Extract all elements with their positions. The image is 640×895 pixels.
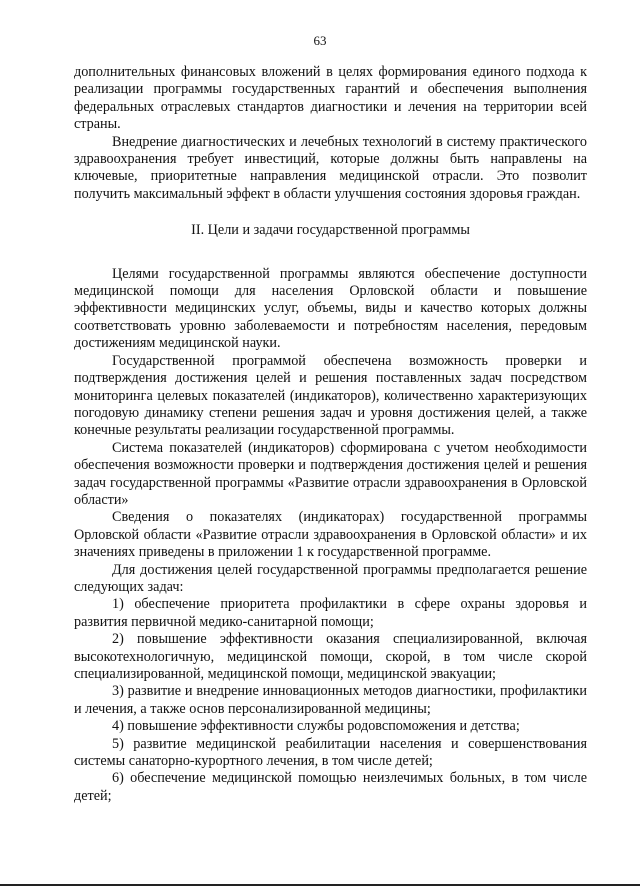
paragraph-goals: Целями государственной программы являются обеспечение доступности медицинской помощи для населения Орловской области и повышение эффективности медицинских услуг, объемы, виды и качество которых должны соответствовать уровню заболеваемости и потребностям населения, передовым достижениям медицинской науки. bbox=[74, 265, 587, 352]
document-body bbox=[74, 64, 587, 805]
task-item: 2) повышение эффективности оказания специализированной, включая высокотехнологичную, медицинской помощи, скорой, в том числе скорой специализированной, медицинской помощи, медицинской эвакуации; bbox=[74, 631, 587, 682]
paragraph-monitoring: Государственной программой обеспечена возможность проверки и подтверждения достижения целей и решения поставленных задач посредством мониторинга целевых показателей (индикаторов), количественно характеризующих погодовую динамику степени решения задач и уровня достижения целей, а также конечные результаты реализации государственной программы. bbox=[74, 352, 587, 439]
paragraph-appendix: Сведения о показателях (индикаторах) государственной программы Орловской области «Развитие отрасли здравоохранения в Орловской области» и их значениях приведены в приложении 1 к государственной программе. bbox=[74, 509, 587, 561]
task-item: 3) развитие и внедрение инновационных методов диагностики, профилактики и лечения, а также основ персонализированной медицины; bbox=[74, 683, 587, 717]
task-item: 4) повышение эффективности службы родовспоможения и детства; bbox=[112, 718, 520, 735]
task-item: 5) развитие медицинской реабилитации населения и совершенствования системы санаторно-курортного лечения, в том числе детей; bbox=[74, 735, 587, 770]
paragraph-indicators: Система показателей (индикаторов) сформирована с учетом необходимости обеспечения возможности проверки и подтверждения достижения целей и решения задач государственной программы «Развитие отрасли здравоохранения в Орловской области» bbox=[74, 439, 587, 508]
bottom-scan-edge bbox=[0, 884, 640, 886]
page-number: 63 bbox=[313, 33, 327, 48]
task-item: 6) обеспечение медицинской помощью неизлечимых больных, в том числе детей; bbox=[74, 770, 587, 804]
paragraph-investment: Внедрение диагностических и лечебных технологий в систему практического здравоохранения требует инвестиций, которые должны быть направлены на ключевые, приоритетные направления медицинской отрасли. Это позволит получить максимальный эффект в области улучшения состояния здоровья граждан. bbox=[74, 133, 587, 202]
paragraph-continuation: дополнительных финансовых вложений в целях формирования единого подхода к реализации программы государственных гарантий и обеспечения выполнения федеральных отраслевых стандартов диагностики и лечения на территории всей страны. bbox=[74, 64, 587, 133]
task-item: 1) обеспечение приоритета профилактики в сфере охраны здоровья и развития первичной медико-санитарной помощи; bbox=[74, 596, 587, 630]
section-heading: II. Цели и задачи государственной программы bbox=[191, 222, 470, 239]
paragraph-tasks-intro: Для достижения целей государственной программы предполагается решение следующих задач: bbox=[74, 561, 587, 595]
